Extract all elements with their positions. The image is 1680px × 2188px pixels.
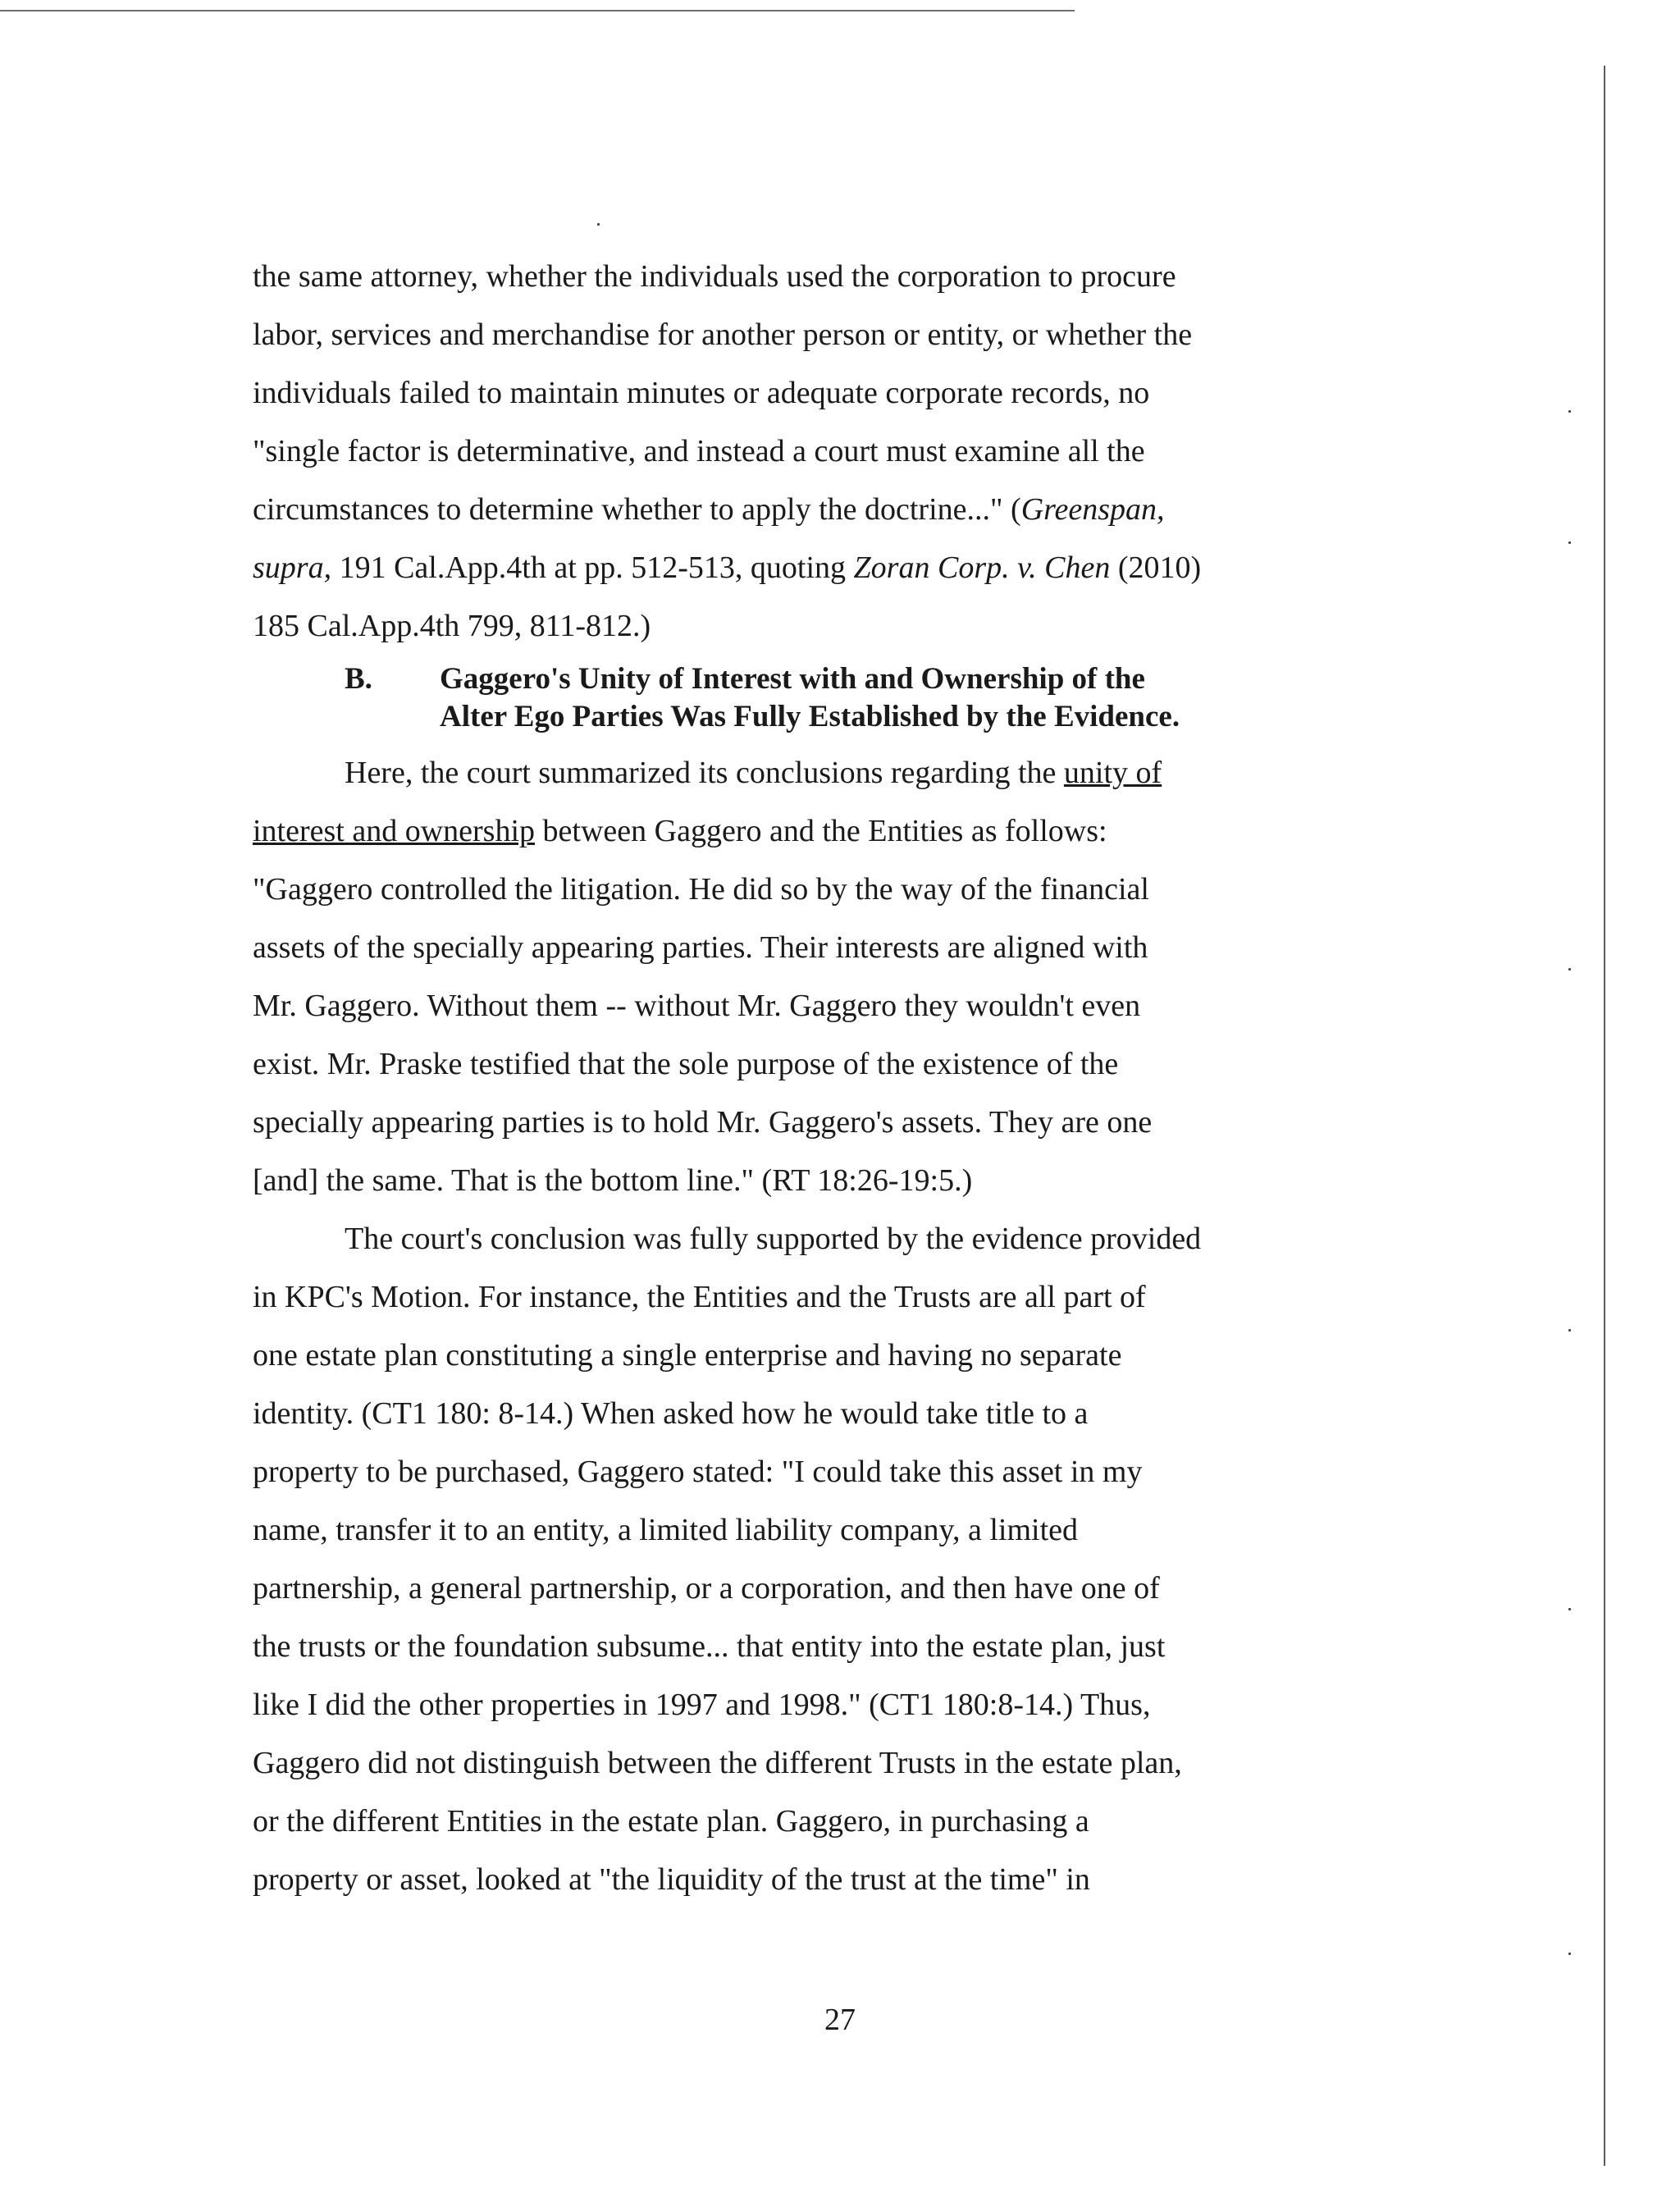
scan-speck bbox=[1568, 410, 1571, 413]
underlined-phrase: interest and ownership bbox=[253, 814, 536, 848]
underlined-phrase: unity of bbox=[1063, 756, 1162, 790]
text-line: labor, services and merchandise for another person or entity, or whether the bbox=[253, 317, 1193, 352]
text-line: assets of the specially appearing parties. Their interests are aligned with bbox=[253, 930, 1148, 965]
page-number: 27 bbox=[824, 2003, 856, 2037]
text-run: (2010) bbox=[1110, 550, 1202, 585]
scan-speck bbox=[1568, 968, 1571, 971]
citation-supra-italic: supra, bbox=[253, 550, 332, 585]
text-line: Gaggero did not distinguish between the different Trusts in the estate plan, bbox=[253, 1746, 1182, 1780]
text-run: between Gaggero and the Entities as follows: bbox=[535, 814, 1107, 848]
text-run: Here, the court summarized its conclusions regarding the bbox=[345, 756, 1064, 790]
text-line: property to be purchased, Gaggero stated: "I could take this asset in my bbox=[253, 1455, 1143, 1489]
text-line: 185 Cal.App.4th 799, 811-812.) bbox=[253, 609, 651, 643]
text-line: in KPC's Motion. For instance, the Entities and the Trusts are all part of bbox=[253, 1280, 1146, 1314]
document-page bbox=[253, 248, 1286, 1909]
text-run: circumstances to determine whether to apply the doctrine..." ( bbox=[253, 492, 1021, 527]
section-heading bbox=[253, 660, 1286, 738]
text-line: or the different Entities in the estate plan. Gaggero, in purchasing a bbox=[253, 1804, 1089, 1839]
text-line: name, transfer it to an entity, a limited liability company, a limited bbox=[253, 1513, 1079, 1547]
text-line: like I did the other properties in 1997 and 1998." (CT1 180:8-14.) Thus, bbox=[253, 1688, 1151, 1722]
text-line: identity. (CT1 180: 8-14.) When asked how he would take title to a bbox=[253, 1396, 1089, 1431]
section-label: B. bbox=[345, 662, 372, 696]
scan-border-top bbox=[0, 10, 1075, 11]
text-line: the same attorney, whether the individuals used the corporation to procure bbox=[253, 259, 1176, 294]
scan-speck bbox=[1568, 1953, 1571, 1955]
section-heading-text bbox=[440, 660, 1180, 736]
heading-line: Gaggero's Unity of Interest with and Ownership of the bbox=[440, 662, 1145, 696]
scan-speck bbox=[597, 223, 600, 226]
text-line: partnership, a general partnership, or a corporation, and then have one of bbox=[253, 1571, 1160, 1606]
text-line: The court's conclusion was fully supported by the evidence provided bbox=[345, 1222, 1202, 1256]
case-citation-italic: Greenspan, bbox=[1020, 492, 1165, 527]
text-line: one estate plan constituting a single enterprise and having no separate bbox=[253, 1338, 1122, 1373]
scan-border-right bbox=[1604, 66, 1605, 2166]
text-line: property or asset, looked at "the liquidity of the trust at the time" in bbox=[253, 1862, 1090, 1897]
text-line: the trusts or the foundation subsume... that entity into the estate plan, just bbox=[253, 1629, 1166, 1664]
text-line bbox=[253, 481, 1286, 539]
text-line: individuals failed to maintain minutes or adequate corporate records, no bbox=[253, 376, 1150, 410]
text-line bbox=[253, 802, 1286, 861]
case-name-italic: Zoran Corp. v. Chen bbox=[853, 550, 1111, 585]
text-line: "single factor is determinative, and instead a court must examine all the bbox=[253, 434, 1145, 468]
text-run: 191 Cal.App.4th at pp. 512-513, quoting bbox=[331, 550, 854, 585]
text-line: specially appearing parties is to hold Mr. Gaggero's assets. They are one bbox=[253, 1105, 1153, 1140]
scan-speck bbox=[1568, 541, 1571, 544]
text-line bbox=[253, 539, 1286, 597]
scan-speck bbox=[1568, 1329, 1571, 1332]
text-line: exist. Mr. Praske testified that the sole purpose of the existence of the bbox=[253, 1047, 1119, 1081]
text-line: Mr. Gaggero. Without them -- without Mr. Gaggero they wouldn't even bbox=[253, 989, 1141, 1023]
scan-speck bbox=[1568, 1608, 1571, 1610]
heading-line: Alter Ego Parties Was Fully Established by the Evidence. bbox=[440, 700, 1180, 733]
text-line bbox=[253, 744, 1286, 802]
text-line: [and] the same. That is the bottom line." (RT 18:26-19:5.) bbox=[253, 1163, 973, 1198]
text-line: "Gaggero controlled the litigation. He did so by the way of the financial bbox=[253, 872, 1149, 907]
